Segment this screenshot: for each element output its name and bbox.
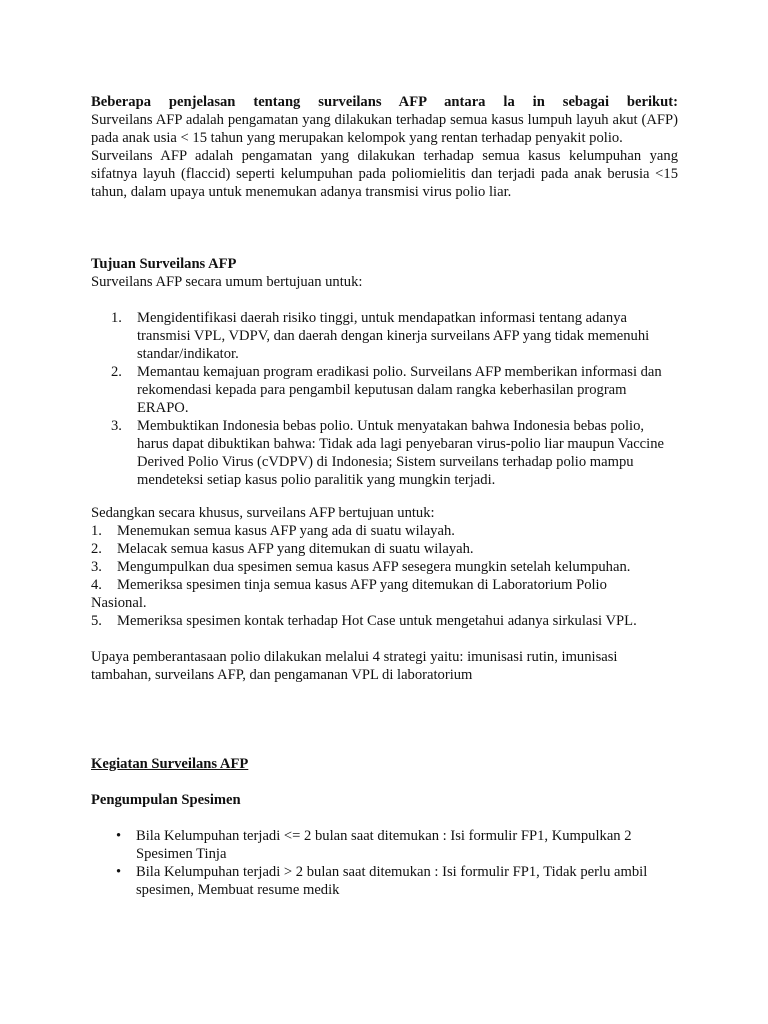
- pengumpulan-section: [91, 791, 678, 809]
- list-item-text: Mengidentifikasi daerah risiko tinggi, untuk mendapatkan informasi tentang adanya transmisi VPL, VDPV, dan daerah dengan kinerja surveilans AFP yang tidak memenuhi standar/indikator.: [137, 310, 650, 362]
- list-item-text: Membuktikan Indonesia bebas polio. Untuk menyatakan bahwa Indonesia bebas polio, harus dapat dibuktikan bahwa: Tidak ada lagi penyebaran virus-polio liar maupun Vaccine Derived Polio Virus (cVDPV) di Indonesia; Sistem surveilans terhadap polio mampu mendeteksi setiap kasus polio paralitik yang mungkin terjadi.: [137, 418, 664, 488]
- tujuan-list: [91, 309, 678, 489]
- list-item-text: Bila Kelumpuhan terjadi <= 2 bulan saat ditemukan : Isi formulir FP1, Kumpulkan 2 Spesimen Tinja: [136, 828, 632, 862]
- list-item: 2. Melacak semua kasus AFP yang ditemukan di suatu wilayah.: [91, 541, 474, 557]
- intro-paragraph-2: Surveilans AFP adalah pengamatan yang dilakukan terhadap semua kasus kelumpuhan yang sifatnya layuh (flaccid) seperti kelumpuhan pada poliomielitis dan terjadi pada anak berusia <15 tahun, dalam upaya untuk menemukan adanya transmisi virus polio liar.: [91, 148, 678, 200]
- kegiatan-section: [91, 755, 678, 773]
- list-item: [91, 827, 678, 863]
- list-item-text: Mengumpulkan dua spesimen semua kasus AFP sesegera mungkin setelah kelumpuhan.: [117, 559, 631, 575]
- list-item-continuation: Nasional.: [91, 595, 147, 611]
- strategi-section: [91, 648, 678, 684]
- intro-section: [91, 93, 678, 201]
- list-item: 3. Membuktikan Indonesia bebas polio. Untuk menyatakan bahwa Indonesia bebas polio, harus dapat dibuktikan bahwa: Tidak ada lagi penyebaran virus-polio liar maupun Vaccine Derived Polio Virus (cVDPV) di Indonesia; Sistem surveilans terhadap polio mampu mendeteksi setiap kasus polio paralitik yang mungkin terjadi.: [111, 418, 664, 488]
- list-item-text: Memeriksa spesimen kontak terhadap Hot Case untuk mengetahui adanya sirkulasi VPL.: [117, 613, 637, 629]
- list-item-text: Bila Kelumpuhan terjadi > 2 bulan saat ditemukan : Isi formulir FP1, Tidak perlu ambil spesimen, Membuat resume medik: [136, 864, 648, 898]
- list-item: [91, 863, 678, 899]
- khusus-section: [91, 504, 678, 630]
- tujuan-heading: Tujuan Surveilans AFP: [91, 256, 237, 272]
- list-item-text: Melacak semua kasus AFP yang ditemukan di suatu wilayah.: [117, 541, 474, 557]
- pengumpulan-subheading: Pengumpulan Spesimen: [91, 792, 241, 808]
- list-item-text: Memantau kemajuan program eradikasi polio. Surveilans AFP memberikan informasi dan rekomendasi kepada para pengambil keputusan dalam rangka keberhasilan program ERAPO.: [137, 364, 662, 416]
- khusus-lead: Sedangkan secara khusus, surveilans AFP bertujuan untuk:: [91, 505, 435, 521]
- list-item: 2. Memantau kemajuan program eradikasi polio. Surveilans AFP memberikan informasi dan rekomendasi kepada para pengambil keputusan dalam rangka keberhasilan program ERAPO.: [111, 364, 662, 416]
- strategi-paragraph: Upaya pemberantasaan polio dilakukan melalui 4 strategi yaitu: imunisasi rutin, imunisasi tambahan, surveilans AFP, dan pengamanan VPL di laboratorium: [91, 649, 618, 683]
- pengumpulan-list-section: [91, 827, 678, 899]
- list-item: 1. Menemukan semua kasus AFP yang ada di suatu wilayah.: [91, 523, 455, 539]
- intro-heading: Beberapa penjelasan tentang surveilans AFP antara la in sebagai berikut:: [91, 94, 678, 110]
- bullet-icon: •: [116, 828, 122, 844]
- pengumpulan-list: [91, 827, 678, 899]
- kegiatan-heading: Kegiatan Surveilans AFP: [91, 756, 249, 772]
- list-item: 3. Mengumpulkan dua spesimen semua kasus AFP sesegera mungkin setelah kelumpuhan.: [91, 559, 631, 575]
- list-item: 5. Memeriksa spesimen kontak terhadap Hot Case untuk mengetahui adanya sirkulasi VPL.: [91, 613, 637, 629]
- intro-paragraph-1: Surveilans AFP adalah pengamatan yang dilakukan terhadap semua kasus lumpuh layuh akut (AFP) pada anak usia < 15 tahun yang merupakan kelompok yang rentan terhadap penyakit polio.: [91, 112, 678, 146]
- tujuan-section: [91, 255, 678, 291]
- list-item: 4. Memeriksa spesimen tinja semua kasus AFP yang ditemukan di Laboratorium Polio: [91, 577, 607, 593]
- list-item: 1. Mengidentifikasi daerah risiko tinggi, untuk mendapatkan informasi tentang adanya transmisi VPL, VDPV, dan daerah dengan kinerja surveilans AFP yang tidak memenuhi standar/indikator.: [111, 310, 650, 362]
- list-item-text: Menemukan semua kasus AFP yang ada di suatu wilayah.: [117, 523, 455, 539]
- bullet-icon: •: [116, 864, 122, 880]
- tujuan-list-section: [91, 309, 678, 489]
- tujuan-lead: Surveilans AFP secara umum bertujuan untuk:: [91, 274, 363, 290]
- list-item-text: Memeriksa spesimen tinja semua kasus AFP yang ditemukan di Laboratorium Polio: [117, 577, 607, 593]
